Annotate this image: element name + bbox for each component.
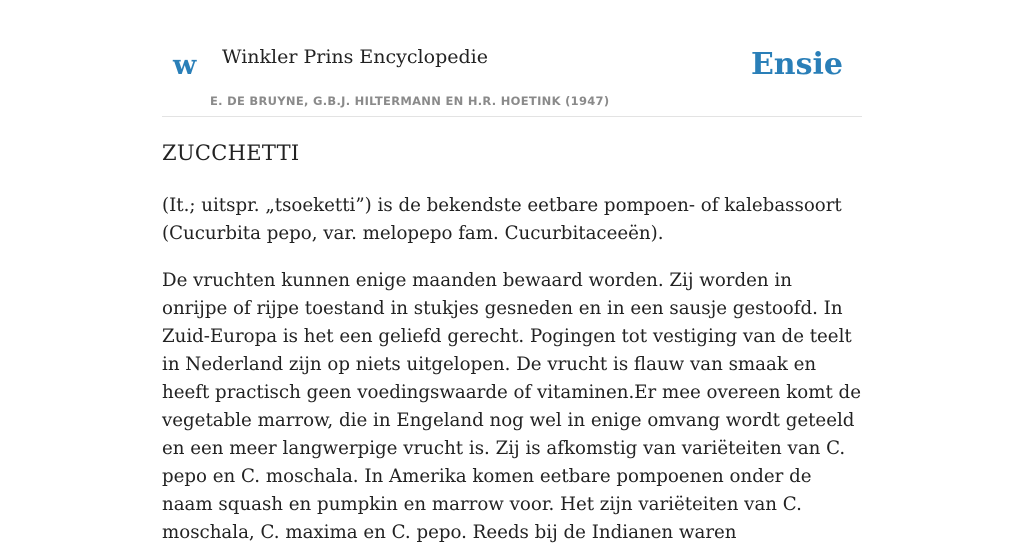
entry-paragraph: De vruchten kunnen enige maanden bewaard worden. Zij worden in onrijpe of rijpe toestand in stukjes gesneden en in een sausje gestoofd. In Zuid-Europa is het een geliefd gerecht. Pogingen tot vestiging van de teelt in Nederland zijn op niets uitgelopen. De vrucht is flauw van smaak en heeft practisch geen voedingswaarde of vitaminen.Er mee overeen komt de vegetable marrow, die in Engeland nog wel in enige omvang wordt geteeld en een meer langwerpige vrucht is. Zij is afkomstig van variëteiten van C. pepo en C. moschala. In Amerika komen eetbare pompoenen onder de naam squash en pumpkin en marrow voor. Het zijn variëteiten van C. moschala, C. maxima en C. pepo. Reeds bij de Indianen waren xyxy=(162,270,861,543)
winkler-prins-logo-icon[interactable]: w xyxy=(173,50,197,81)
page xyxy=(162,0,862,543)
site-title[interactable]: Winkler Prins Encyclopedie xyxy=(222,46,488,68)
entry-paragraph: (It.; uitspr. „tsoeketti”) is de bekendste eetbare pompoen- of kalebassoort (Cucurbita pepo, var. melopepo fam. Cucurbitaceeën). xyxy=(162,195,842,244)
entry-title: ZUCCHETTI xyxy=(162,141,300,165)
ensie-brand-logo[interactable]: Ensie xyxy=(750,47,843,82)
site-header xyxy=(162,0,862,117)
authors-byline: E. DE BRUYNE, G.B.J. HILTERMANN EN H.R. HOETINK (1947) xyxy=(210,94,610,108)
